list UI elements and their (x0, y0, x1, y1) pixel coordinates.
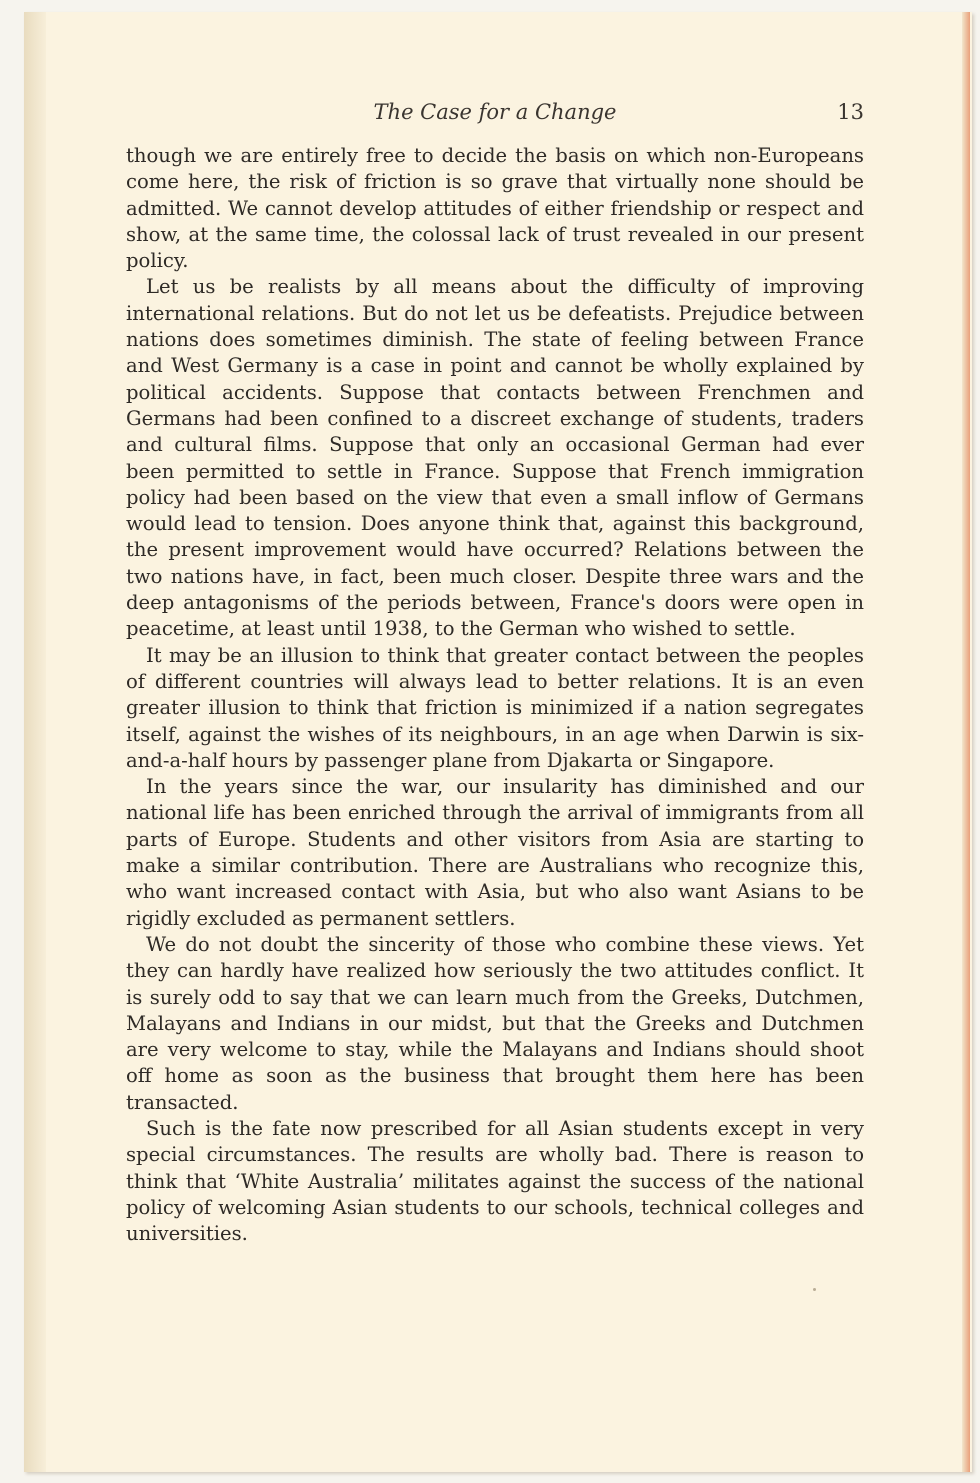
page-edge (962, 12, 970, 1472)
paragraph: In the years since the war, our insularity has diminished and our national life has been enriched through the arrival of immigrants from all parts of Europe. Students and other visitors from Asia are starting to make a similar contribution. There are Australians who recognize this, who want increased contact with Asia, but who also want Asians to be rigidly excluded as permanent settlers. (126, 775, 864, 930)
paragraph: though we are entirely free to decide the basis on which non-Europeans come here, the risk of friction is so grave that virtually none should be admitted. We cannot develop attitudes of either friendship or respect and show, at the same time, the colossal lack of trust revealed in our present policy. (126, 144, 864, 273)
paragraph: Let us be realists by all means about the difficulty of improving international relations. But do not let us be defeatists. Prejudice between nations does sometimes diminish. The state of feeling between France and West Germany is a case in point and cannot be wholly explained by political accidents. Suppose that contacts between Frenchmen and Germans had been confined to a discreet exchange of students, traders and cultural films. Suppose that only an occasional German had ever been permitted to settle in France. Suppose that French immigration policy had been based on the view that even a small inflow of Germans would lead to tension. Does anyone think that, against this background, the present improvement would have occurred? Relations between the two nations have, in fact, been much closer. Despite three wars and the deep antagonisms of the periods between, France's doors were open in peacetime, at least until 1938, to the German who wished to settle. (126, 275, 864, 641)
paragraph: We do not doubt the sincerity of those who combine these views. Yet they can hardly have realized how seriously the two attitudes conflict. It is surely odd to say that we can learn much from the Greeks, Dutchmen, Malayans and Indians in our midst, but that the Greeks and Dutchmen are very welcome to stay, while the Malayans and Indians should shoot off home as soon as the business that brought them here has been transacted. (126, 932, 864, 1114)
body-text (126, 143, 864, 1247)
paragraph: Such is the fate now prescribed for all Asian students except in very special circumstances. The results are wholly bad. There is reason to think that ‘White Australia’ militates against the success of the national policy of welcoming Asian students to our schools, technical colleges and universities. (126, 1116, 864, 1246)
page-header (126, 100, 864, 130)
page-gutter (24, 12, 46, 1472)
paper-speck (813, 1288, 816, 1291)
paragraph: It may be an illusion to think that greater contact between the peoples of different countries will always lead to better relations. It is an even greater illusion to think that friction is minimized if a nation segregates itself, against the wishes of its neighbours, in an age when Darwin is six-and-a-half hours by passenger plane from Djakarta or Singapore. (126, 643, 864, 772)
running-title: The Case for a Change (373, 100, 617, 124)
page-number: 13 (837, 100, 864, 124)
